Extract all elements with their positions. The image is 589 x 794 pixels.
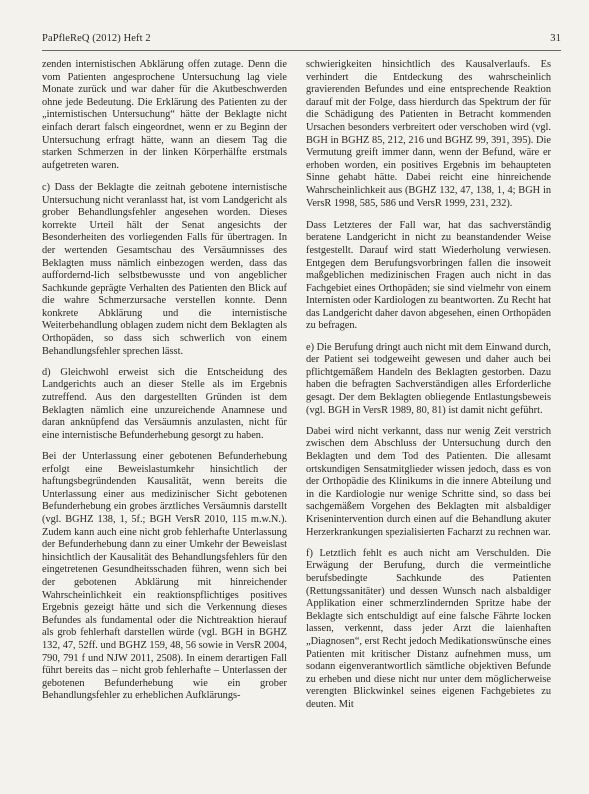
paragraph: e) Die Berufung dringt auch nicht mit dem Einwand durch, der Patient sei todgeweiht gewesen und daher auch bei pflichtgemäßem Handeln des Beklagten gestorben. Dazu haben die befragten Sachverständigen alles Erforderliche gesagt. Der dem Beklagten obliegende Entlastungsbeweis (vgl. BGH in VersR 1989, 80, 81) ist damit nicht geführt. <box>306 341 551 416</box>
paragraph: d) Gleichwohl erweist sich die Entscheidung des Landgerichts auch an dieser Stelle als im Ergebnis zutreffend. Aus den dargestellten Gründen ist dem Beklagten nämlich eine unzureichende Anamnese und daran anknüpfend das Versäumnis anzulasten, nicht für eine internistische Befunderhebung gesorgt zu haben. <box>42 366 287 441</box>
running-header <box>42 33 561 47</box>
header-rule <box>42 50 561 51</box>
right-column <box>306 59 551 720</box>
page-number: 31 <box>550 33 561 44</box>
paragraph: zenden internistischen Abklärung offen zutage. Denn die vom Patienten angesprochene Untersuchung lag viele Monate zurück und war daher für die Akutbeschwerden ohne jede Bedeutung. Die Erklärung des Patienten zu der „internistischen Untersuchung“ hätte der Beklagte nicht einfach derart falsch eingeordnet, wenn er zu Beginn der Untersuchung erfragt hätte, wann an diesem Tag die starken Schmerzen in der linken Körperhälfte erstmals aufgetreten waren. <box>42 59 287 171</box>
paragraph: f) Letztlich fehlt es auch nicht am Verschulden. Die Erwägung der Berufung, durch die vermeintliche berufsbedingte Sachkunde des Patienten (Rettungssanitäter) und dessen Wunsch nach alsbaldiger Applikation einer schmerzlindernden Spritze habe der Beklagte sich entschuldigt auf eine falsche Fährte locken lassen, verkennt, dass jeder Arzt die laienhaften „Diagnosen“, erst Recht jedoch Medikationswünsche eines Patienten mit kritischer Distanz aufnehmen muss, um sodann eigenverantwortlich sämtliche objektiven Befunde zu erheben und diese nicht nur unter dem möglicherweise verengten Blickwinkel seines eigenen Fachgebietes zu deuten. Mit <box>306 547 551 710</box>
paragraph: Dass Letzteres der Fall war, hat das sachverständig beratene Landgericht in nicht zu beanstandender Weise festgestellt. Darauf wird statt Wiederholung verwiesen. Entgegen dem Berufungsvorbringen fallen die insoweit maßgeblichen medizinischen Fragen auch nicht in das Fachgebiet eines Orthopäden; sie sind vielmehr von einem Internisten oder Kardiologen zu beantworten. Zu Recht hat das Landgericht daher davon abgesehen, einen Orthopäden zu befragen. <box>306 219 551 332</box>
journal-title: PaPfleReQ (2012) Heft 2 <box>42 33 151 44</box>
paragraph: c) Dass der Beklagte die zeitnah gebotene internistische Untersuchung nicht veranlasst hat, ist vom Landgericht als grober Behandlungsfehler angesehen worden. Dieses korrekte Urteil hält der Senat angesichts der Besonderheiten des vorliegenden Falls für übertragen. In der wertenden Gesamtschau des Versäumnisses des Beklagten muss nämlich einbezogen werden, dass das auffordernd-lich selbstbewusste und von angeblicher Sachkunde geprägte Verhalten des Patienten den Blick auf die wahre Schmerzursache verstellen konnte. Denn konkrete Abklärung und die internistische Weiterbehandlung oblagen zudem nicht dem Beklagten als Orthopäden, so dass sich schwerlich von einem Behandlungsfehler sprechen lässt. <box>42 181 287 357</box>
paragraph: Dabei wird nicht verkannt, dass nur wenig Zeit verstrich zwischen dem Abschluss der Untersuchung durch den Beklagten und dem Tod des Patienten. Die allesamt ortskundigen Sensatmitglieder wissen jedoch, dass es von der Orthopädie des Klinikums in die innere Abteilung und in die Kardiologie nur wenige Schritte sind, so dass bei sachgemäßem Vorgehen des Beklagten mit alsbaldiger Krisenintervention durch einen auf die Behandlung akuter Herzerkrankungen spezialisierten Facharzt zu rechnen war. <box>306 425 551 538</box>
paragraph: schwierigkeiten hinsichtlich des Kausalverlaufs. Es verhindert die Entdeckung des wahrscheinlich gravierenden Befundes und eine entsprechende Reaktion darauf mit der Folge, dass hierdurch das Spektrum der für die Schädigung des Patienten in Betracht kommenden Ursachen besonders verbreitert oder verschoben wird (vgl. BGH in BGHZ 85, 212, 216 und BGHZ 99, 391, 395). Die Vermutung greift immer dann, wenn der Befund, wäre er erhoben worden, ein positives Ergebnis im behaupteten Sinne gehabt hätte. Dabei reicht eine hinreichende Wahrscheinlichkeit aus (BGHZ 132, 47, 138, 1, 4; BGH in VersR 1998, 585, 586 und VersR 1999, 231, 232). <box>306 59 551 209</box>
left-column <box>42 59 287 711</box>
paragraph: Bei der Unterlassung einer gebotenen Befunderhebung erfolgt eine Beweislastumkehr hinsichtlich der haftungsbegründenden Kausalität, wenn bereits die Unterlassung einer aus medizinischer Sicht gebotenen Befunderhebung ein grobes ärztliches Versäumnis darstellt (vgl. BGHZ 138, 1, 5f.; BGH VersR 2010, 115 m.w.N.). Zudem kann auch eine nicht grob fehlerhafte Unterlassung der Befunderhebung dann zu einer Umkehr der Beweislast hinsichtlich der Kausalität des Behandlungsfehlers für den eingetretenen Gesundheitsschaden führen, wenn sich bei der gebotenen Abklärung mit hinreichender Wahrscheinlichkeit ein reaktionspflichtiges positives Ergebnis gezeigt hätte und sich die Verkennung dieses Befundes als fundamental oder die Nichtreaktion hierauf als grob fehlerhaft darstellen würde (vgl. BGH in BGHZ 132, 47, 52ff. und BGHZ 159, 48, 56 sowie in VersR 2004, 790, 791 f und NJW 2011, 2508). In einem derartigen Fall führt bereits das – nicht grob fehlerhafte – Unterlassen der gebotenen Befunderhebung wie ein grober Behandlungsfehler zu erheblichen Aufklärungs- <box>42 451 287 702</box>
